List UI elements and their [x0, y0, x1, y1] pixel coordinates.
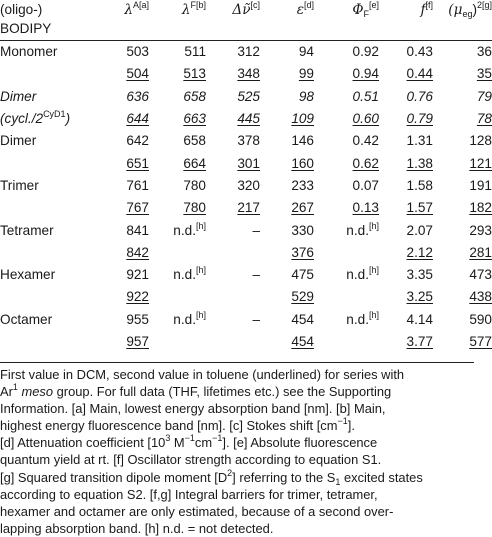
cell-oscillator-strength: 1.31 [406, 133, 433, 149]
cell-oscillator-strength: 3.25 [406, 289, 433, 305]
header-oscillator-strength: f[f] [420, 0, 433, 18]
cell-oscillator-strength: 1.38 [406, 155, 433, 171]
table-row [0, 41, 492, 64]
cell-dipole-moment: 182 [469, 200, 492, 216]
table-body [0, 41, 492, 354]
cell-dipole-moment: 293 [469, 222, 492, 238]
header-lambda-abs: $\lambda^{A[a]}$ [124, 0, 149, 18]
cell-lambda-abs: 503 [126, 44, 149, 60]
cell-stokes-shift: 378 [237, 133, 260, 149]
header-row-2 [0, 20, 492, 41]
cell-quantum-yield: 0.92 [352, 44, 379, 60]
cell-epsilon: 233 [291, 177, 314, 193]
header-quantum-yield: $\Phi_F[e]$ [352, 0, 379, 19]
cell-stokes-shift: 320 [237, 177, 260, 193]
row-label: Dimer [0, 133, 37, 149]
cell-stokes-shift [206, 286, 260, 308]
cell-epsilon: 98 [298, 88, 314, 104]
cell-quantum-yield [314, 331, 379, 353]
cell-oscillator-strength: 0.44 [406, 66, 433, 82]
cell-dipole-moment: 191 [469, 177, 492, 193]
cell-dipole-moment: 121 [469, 155, 492, 171]
footnote-line: First value in DCM, second value in toluene (underlined) for series with [0, 367, 405, 382]
table-bottom-rule [0, 362, 474, 363]
cell-lambda-abs: 921 [126, 267, 149, 283]
table-row [0, 331, 492, 353]
cell-lambda-fl: 658 [183, 88, 206, 104]
cell-quantum-yield: 0.42 [352, 133, 379, 149]
cell-stokes-shift: – [252, 222, 260, 238]
table-row [0, 63, 492, 85]
cell-oscillator-strength: 2.07 [406, 222, 433, 238]
cell-lambda-abs: 955 [126, 311, 149, 327]
table-row [0, 242, 492, 264]
cell-stokes-shift: 525 [237, 88, 260, 104]
cell-lambda-abs: 651 [126, 155, 149, 171]
cell-quantum-yield: n.d.[h] [346, 220, 379, 238]
cell-lambda-fl: 664 [183, 155, 206, 171]
cell-quantum-yield: 0.13 [352, 200, 379, 216]
cell-stokes-shift [206, 242, 260, 264]
footnote-line: lapping absorption band. [h] n.d. = not detected. [0, 520, 274, 536]
row-label [0, 242, 96, 264]
cell-dipole-moment: 473 [469, 267, 492, 283]
cell-dipole-moment: 36 [476, 44, 492, 60]
cell-lambda-fl: n.d.[h] [173, 220, 206, 238]
cell-lambda-fl [149, 286, 206, 308]
cell-stokes-shift: 348 [237, 66, 260, 82]
cell-lambda-abs: 636 [126, 88, 149, 104]
cell-oscillator-strength: 0.76 [406, 88, 433, 104]
cell-lambda-fl: n.d.[h] [173, 309, 206, 327]
row-label [0, 197, 96, 219]
cell-oscillator-strength: 2.12 [406, 244, 433, 260]
header-compound-line2: BODIPY [0, 20, 96, 41]
table-row [0, 309, 492, 331]
row-label [0, 286, 96, 308]
cell-epsilon: 376 [291, 244, 314, 260]
cell-quantum-yield: n.d.[h] [346, 265, 379, 283]
cell-dipole-moment: 79 [476, 88, 492, 104]
cell-stokes-shift: 312 [237, 44, 260, 60]
cell-oscillator-strength: 3.35 [406, 267, 433, 283]
table-row [0, 264, 492, 286]
cell-oscillator-strength: 1.57 [406, 200, 433, 216]
table-row [0, 219, 492, 241]
header-stokes-shift: Δν̃[c] [232, 0, 260, 18]
cell-epsilon: 454 [291, 311, 314, 327]
row-label: Trimer [0, 177, 39, 193]
cell-quantum-yield: 0.07 [352, 177, 379, 193]
cell-epsilon: 99 [298, 66, 314, 82]
cell-quantum-yield: 0.94 [352, 66, 379, 82]
cell-lambda-abs: 842 [126, 244, 149, 260]
cell-quantum-yield: n.d.[h] [346, 309, 379, 327]
cell-lambda-fl [149, 242, 206, 264]
cell-lambda-fl: 658 [183, 133, 206, 149]
cell-lambda-abs: 761 [126, 177, 149, 193]
cell-dipole-moment: 78 [476, 111, 492, 127]
cell-epsilon: 109 [291, 111, 314, 127]
row-label [0, 331, 96, 353]
footnote-line: highest energy fluorescence band [nm]. [c] Stokes shift $[cm^{-1}]$. [0, 416, 355, 434]
cell-quantum-yield [314, 286, 379, 308]
cell-lambda-fl: n.d.[h] [173, 265, 206, 283]
header-dipole-moment: $(\mu_{eg})^{2[g]}$ [448, 0, 492, 19]
cell-lambda-abs: 922 [126, 289, 149, 305]
cell-lambda-abs: 642 [126, 133, 149, 149]
row-label: Tetramer [0, 222, 54, 238]
table-row [0, 152, 492, 174]
footnote-line: [g] Squared transition dipole moment $[D^2]$ referring to the $S_1$ excited states [0, 467, 423, 487]
cell-quantum-yield: 0.60 [352, 111, 379, 127]
cell-epsilon: 529 [291, 289, 314, 305]
row-label: Octamer [0, 311, 53, 327]
cell-lambda-abs: 767 [126, 200, 149, 216]
table-row [0, 197, 492, 219]
header-row [0, 0, 492, 20]
cell-oscillator-strength: 3.77 [406, 334, 433, 349]
header-lambda-fl: $\lambda^{F[b]}$ [181, 0, 206, 18]
table-row [0, 130, 492, 152]
table-row [0, 175, 492, 197]
cell-stokes-shift [206, 331, 260, 353]
footnote-line: according to equation S2. [f,g] Integral barriers for trimer, tetramer, [0, 486, 378, 502]
row-label: Hexamer [0, 267, 56, 283]
cell-oscillator-strength: 1.58 [406, 177, 433, 193]
cell-dipole-moment: 590 [469, 311, 492, 327]
cell-lambda-abs: 644 [126, 111, 149, 127]
cell-quantum-yield: 0.62 [352, 155, 379, 171]
cell-dipole-moment: 438 [469, 289, 492, 305]
cell-lambda-fl: 513 [183, 66, 206, 82]
row-label: Dimer [0, 88, 37, 104]
cell-oscillator-strength: 0.79 [406, 111, 433, 127]
cell-lambda-fl [149, 331, 206, 353]
cell-dipole-moment: 577 [469, 334, 492, 349]
table-row [0, 108, 492, 130]
cell-lambda-abs: 841 [126, 222, 149, 238]
cell-lambda-fl: 511 [184, 44, 206, 60]
cell-epsilon: 267 [291, 200, 314, 216]
cell-oscillator-strength: 0.43 [406, 44, 433, 60]
cell-dipole-moment: 281 [469, 244, 492, 260]
cell-epsilon: 454 [291, 334, 314, 349]
table-footnotes [0, 366, 474, 537]
cell-epsilon: 330 [291, 222, 314, 238]
cell-lambda-abs: 957 [126, 334, 149, 349]
cell-lambda-fl: 780 [183, 177, 206, 193]
cell-stokes-shift: 445 [237, 111, 260, 127]
table-row [0, 286, 492, 308]
cell-epsilon: 475 [291, 267, 314, 283]
cell-epsilon: 146 [291, 133, 314, 149]
cell-lambda-fl: 780 [183, 200, 206, 216]
footnote-line: Information. [a] Main, lowest energy absorption band [nm]. [b] Main, [0, 401, 386, 417]
footnote-line: [d] Attenuation coefficient [$10^3$ $M^{-1}cm^{-1}$]. [e] Absolute fluorescence [0, 433, 378, 451]
footnote-line: quantum yield at rt. [f] Oscillator strength according to equation S1. [0, 452, 382, 468]
row-label [0, 152, 96, 174]
header-compound-line1: (oligo-) [0, 2, 43, 17]
table-row [0, 86, 492, 108]
cell-lambda-abs: 504 [126, 66, 149, 82]
cell-stokes-shift: 301 [237, 155, 260, 171]
footnote-line: hexamer and octamer are only estimated, because of a second over- [0, 503, 394, 519]
cell-epsilon: 94 [298, 44, 314, 60]
row-label [0, 63, 96, 85]
cell-dipole-moment: 35 [476, 66, 492, 82]
header-epsilon: ε[d] [296, 0, 314, 18]
cell-stokes-shift: – [252, 311, 260, 327]
cell-stokes-shift: 217 [237, 200, 260, 216]
row-label: Monomer [0, 44, 58, 60]
cell-dipole-moment: 128 [469, 133, 492, 149]
cell-epsilon: 160 [291, 155, 314, 171]
cell-quantum-yield: 0.51 [352, 88, 379, 104]
cell-lambda-fl: 663 [183, 111, 206, 127]
cell-quantum-yield [314, 242, 379, 264]
footnote-line: Ar$^1$ meso group. For full data (THF, lifetimes etc.) see the Supporting [0, 382, 392, 400]
row-label: $(cycl./2^{CyD1})$ [0, 109, 71, 127]
cell-oscillator-strength: 4.14 [406, 311, 433, 327]
cell-stokes-shift: – [252, 267, 260, 283]
